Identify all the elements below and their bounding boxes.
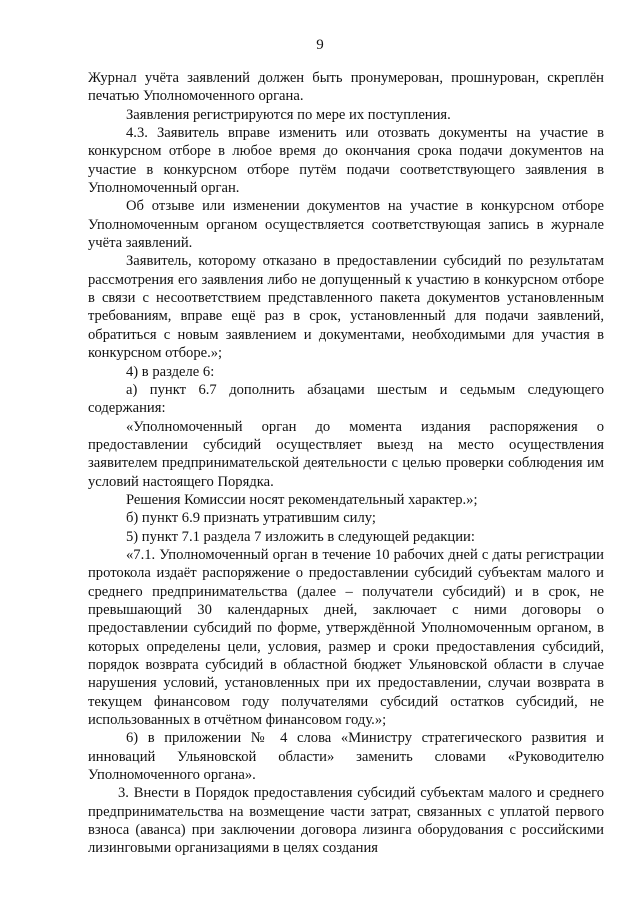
paragraph: 3. Внести в Порядок предоставления субсидий субъектам малого и среднего предпринимательства на возмещение части затрат, связанных с уплатой первого взноса (аванса) при заключении договора лизинга оборудования с российскими лизинговыми организациями в целях создания xyxy=(88,785,604,857)
paragraph: «Уполномоченный орган до момента издания распоряжения о предоставлении субсидий осуществляет выезд на место осуществления заявителем предпринимательской деятельности с целью проверки соблюдения им условий настоящего Порядка. xyxy=(88,418,604,490)
paragraph: 4) в разделе 6: xyxy=(126,363,215,380)
paragraph: «7.1. Уполномоченный орган в течение 10 рабочих дней с даты регистрации протокола издаёт распоряжение о предоставлении субсидий субъектам малого и среднего предпринимательства (далее – получатели субсидий) и в срок, не превышающий 30 календарных дней, заключает с ними договоры о предоставлении субсидий по форме, утверждённой Уполномоченным органом, в которых определены цели, условия, размер и сроки предоставления субсидий, порядок возврата субсидий в областной бюджет Ульяновской области в случае нарушения условий, установленных при их предоставлении, случаи возврата в текущем финансовом году получателями субсидий остатков субсидий, не использованных в отчётном финансовом году.»; xyxy=(88,546,604,729)
paragraph: б) пункт 6.9 признать утратившим силу; xyxy=(126,510,376,527)
paragraph: Решения Комиссии носят рекомендательный характер.»; xyxy=(126,491,478,508)
paragraph: Журнал учёта заявлений должен быть пронумерован, прошнурован, скреплён печатью Уполномоченного органа. xyxy=(88,70,604,105)
paragraph: Заявитель, которому отказано в предоставлении субсидий по результатам рассмотрения его заявления либо не допущенный к участию в конкурсном отборе в связи с несоответствием представленного пакета документов установленным требованиям, вправе ещё раз в срок, установленный для подачи заявлений, обратиться с новым заявлением и документами, необходимыми для участия в конкурсном отборе.»; xyxy=(88,253,604,362)
document-body xyxy=(88,69,604,858)
paragraph: 4.3. Заявитель вправе изменить или отозвать документы на участие в конкурсном отборе в любое время до окончания срока подачи документов на участие в конкурсном отборе путём подачи соответствующего заявления в Уполномоченный орган. xyxy=(88,125,604,197)
paragraph: 6) в приложении № 4 слова «Министру стратегического развития и инноваций Ульяновской области» заменить словами «Руководителю Уполномоченного органа». xyxy=(88,730,604,784)
paragraph: Заявления регистрируются по мере их поступления. xyxy=(126,106,451,123)
paragraph: Об отзыве или изменении документов на участие в конкурсном отборе Уполномоченным органом осуществляется соответствующая запись в журнале учёта заявлений. xyxy=(88,198,604,252)
paragraph: 5) пункт 7.1 раздела 7 изложить в следующей редакции: xyxy=(126,528,475,545)
page-number: 9 xyxy=(316,37,324,53)
paragraph: а) пункт 6.7 дополнить абзацами шестым и седьмым следующего содержания: xyxy=(88,381,604,417)
